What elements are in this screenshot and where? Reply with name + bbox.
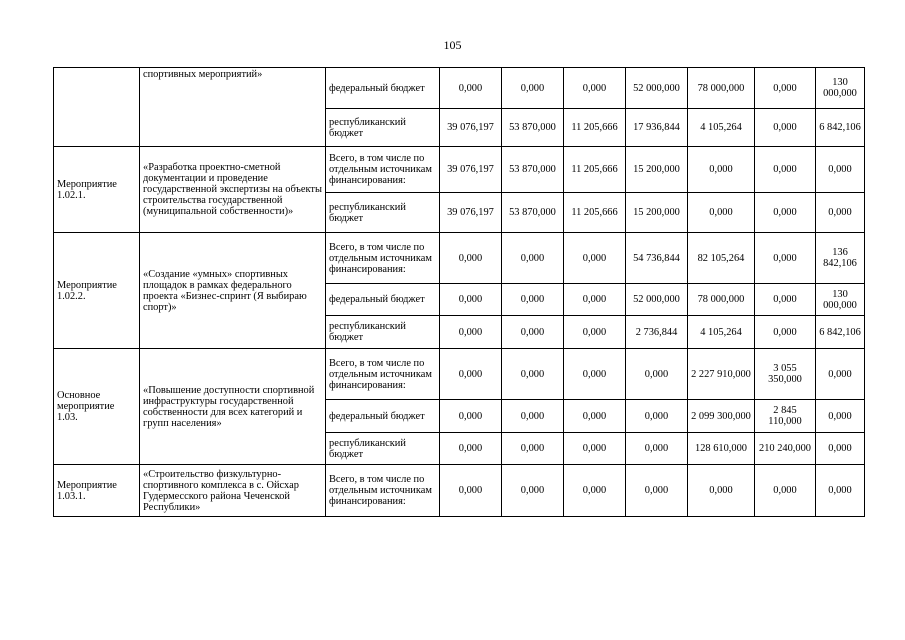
budget-table — [53, 67, 865, 517]
value-cell: 0,000 — [816, 433, 865, 465]
value-cell: 0,000 — [755, 316, 816, 349]
value-cell: 11 205,666 — [564, 147, 626, 193]
activity-code: Мероприятие 1.03.1. — [54, 465, 140, 517]
value-cell: 0,000 — [755, 109, 816, 147]
value-cell: 0,000 — [564, 284, 626, 316]
value-cell: 0,000 — [626, 433, 688, 465]
value-cell: 0,000 — [816, 147, 865, 193]
value-cell: 39 076,197 — [440, 193, 502, 233]
value-cell: 39 076,197 — [440, 147, 502, 193]
value-cell: 11 205,666 — [564, 193, 626, 233]
funding-source: федеральный бюджет — [326, 68, 440, 109]
value-cell: 0,000 — [626, 400, 688, 433]
value-cell: 0,000 — [440, 433, 502, 465]
value-cell: 0,000 — [816, 400, 865, 433]
activity-code: Мероприятие 1.02.2. — [54, 233, 140, 349]
value-cell: 0,000 — [502, 349, 564, 400]
value-cell: 17 936,844 — [626, 109, 688, 147]
value-cell: 128 610,000 — [688, 433, 755, 465]
funding-source: республиканский бюджет — [326, 109, 440, 147]
value-cell: 4 105,264 — [688, 316, 755, 349]
funding-source: Всего, в том числе по отдельным источникам финансирования: — [326, 147, 440, 193]
value-cell: 52 000,000 — [626, 68, 688, 109]
value-cell: 52 000,000 — [626, 284, 688, 316]
table-row — [54, 147, 865, 193]
value-cell: 0,000 — [440, 316, 502, 349]
value-cell: 0,000 — [755, 193, 816, 233]
value-cell: 0,000 — [440, 400, 502, 433]
funding-source: Всего, в том числе по отдельным источникам финансирования: — [326, 349, 440, 400]
value-cell: 0,000 — [502, 68, 564, 109]
table-row — [54, 349, 865, 400]
value-cell: 0,000 — [755, 68, 816, 109]
value-cell: 4 105,264 — [688, 109, 755, 147]
value-cell: 0,000 — [626, 465, 688, 517]
value-cell: 0,000 — [816, 349, 865, 400]
value-cell: 15 200,000 — [626, 147, 688, 193]
activity-code — [54, 68, 140, 147]
value-cell: 0,000 — [564, 400, 626, 433]
funding-source: федеральный бюджет — [326, 284, 440, 316]
value-cell: 0,000 — [502, 233, 564, 284]
value-cell: 53 870,000 — [502, 109, 564, 147]
value-cell: 0,000 — [564, 465, 626, 517]
value-cell: 54 736,844 — [626, 233, 688, 284]
funding-source: федеральный бюджет — [326, 400, 440, 433]
value-cell: 3 055 350,000 — [755, 349, 816, 400]
value-cell: 0,000 — [564, 316, 626, 349]
value-cell: 0,000 — [688, 465, 755, 517]
funding-source: Всего, в том числе по отдельным источникам финансирования: — [326, 465, 440, 517]
value-cell: 2 099 300,000 — [688, 400, 755, 433]
activity-name: «Создание «умных» спортивных площадок в рамках федерального проекта «Бизнес-спринт (Я выбираю спорт)» — [140, 233, 326, 349]
value-cell: 39 076,197 — [440, 109, 502, 147]
activity-name: спортивных мероприятий» — [140, 68, 326, 147]
value-cell: 0,000 — [688, 193, 755, 233]
value-cell: 130 000,000 — [816, 68, 865, 109]
value-cell: 53 870,000 — [502, 147, 564, 193]
value-cell: 210 240,000 — [755, 433, 816, 465]
table-row — [54, 465, 865, 517]
value-cell: 0,000 — [440, 349, 502, 400]
activity-name: «Разработка проектно-сметной документации и проведение государственной экспертизы на объекты строительства государственной (муниципальной собственности)» — [140, 147, 326, 233]
activity-name: «Повышение доступности спортивной инфраструктуры государственной собственности для всех категорий и групп населения» — [140, 349, 326, 465]
value-cell: 0,000 — [626, 349, 688, 400]
value-cell: 0,000 — [755, 233, 816, 284]
value-cell: 0,000 — [440, 284, 502, 316]
value-cell: 0,000 — [564, 68, 626, 109]
value-cell: 136 842,106 — [816, 233, 865, 284]
value-cell: 0,000 — [502, 316, 564, 349]
page-number: 105 — [443, 38, 462, 52]
value-cell: 78 000,000 — [688, 68, 755, 109]
value-cell: 6 842,106 — [816, 316, 865, 349]
activity-code: Основное мероприятие 1.03. — [54, 349, 140, 465]
funding-source: республиканский бюджет — [326, 316, 440, 349]
value-cell: 0,000 — [502, 433, 564, 465]
value-cell: 0,000 — [440, 465, 502, 517]
value-cell: 0,000 — [816, 465, 865, 517]
activity-code: Мероприятие 1.02.1. — [54, 147, 140, 233]
value-cell: 0,000 — [502, 284, 564, 316]
value-cell: 0,000 — [440, 68, 502, 109]
value-cell: 0,000 — [755, 284, 816, 316]
funding-source: республиканский бюджет — [326, 193, 440, 233]
value-cell: 0,000 — [502, 465, 564, 517]
funding-source: Всего, в том числе по отдельным источникам финансирования: — [326, 233, 440, 284]
value-cell: 15 200,000 — [626, 193, 688, 233]
value-cell: 0,000 — [440, 233, 502, 284]
value-cell: 11 205,666 — [564, 109, 626, 147]
table-row — [54, 68, 865, 109]
value-cell: 0,000 — [816, 193, 865, 233]
value-cell: 6 842,106 — [816, 109, 865, 147]
value-cell: 2 736,844 — [626, 316, 688, 349]
value-cell: 0,000 — [688, 147, 755, 193]
table-row — [54, 233, 865, 284]
value-cell: 2 227 910,000 — [688, 349, 755, 400]
value-cell: 0,000 — [502, 400, 564, 433]
value-cell: 82 105,264 — [688, 233, 755, 284]
value-cell: 53 870,000 — [502, 193, 564, 233]
value-cell: 130 000,000 — [816, 284, 865, 316]
value-cell: 0,000 — [564, 233, 626, 284]
funding-source: республиканский бюджет — [326, 433, 440, 465]
value-cell: 2 845 110,000 — [755, 400, 816, 433]
value-cell: 0,000 — [564, 349, 626, 400]
value-cell: 0,000 — [755, 465, 816, 517]
value-cell: 0,000 — [755, 147, 816, 193]
value-cell: 78 000,000 — [688, 284, 755, 316]
activity-name: «Строительство физкультурно-спортивного комплекса в с. Ойсхар Гудермесского района Чеченской Республики» — [140, 465, 326, 517]
value-cell: 0,000 — [564, 433, 626, 465]
